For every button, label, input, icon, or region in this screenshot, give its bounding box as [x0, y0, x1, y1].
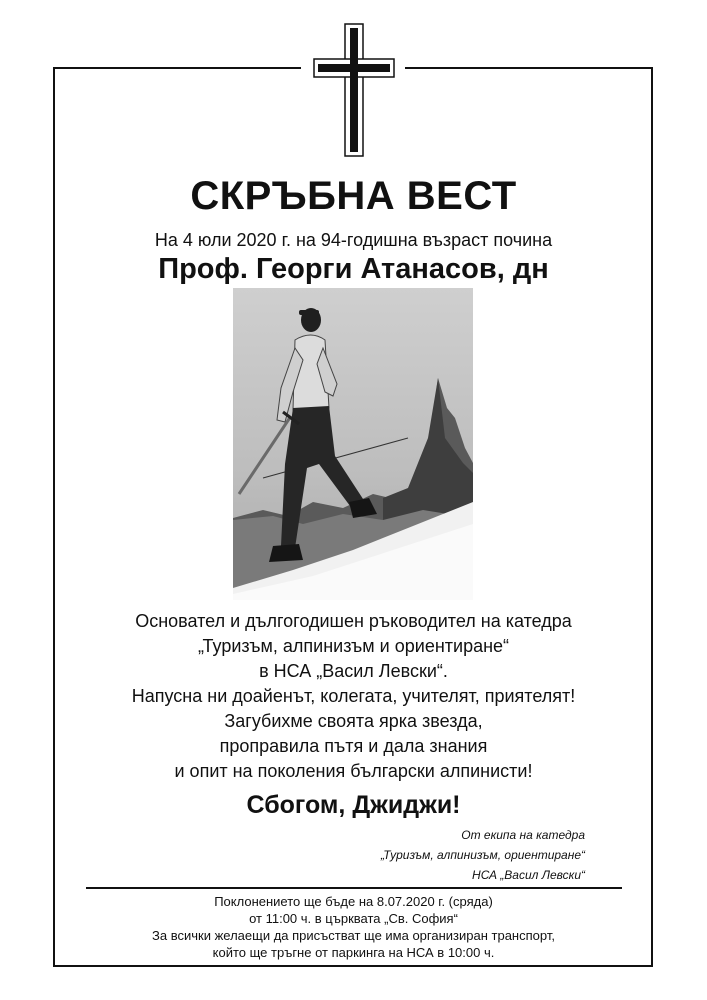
signature-line: От екипа на катедра [461, 828, 585, 842]
divider-line [86, 887, 622, 889]
footer-line: който ще тръгне от паркинга на НСА в 10:00 ч. [212, 945, 495, 960]
page-title: СКРЪБНА ВЕСТ [190, 174, 517, 218]
body-text [0, 609, 707, 784]
announcement-line: На 4 юли 2020 г. на 94-годишна възраст почина [154, 230, 553, 250]
signature-line: НСА „Васил Левски“ [472, 868, 585, 882]
body-line: „Туризъм, алпинизъм и ориентиране“ [197, 636, 510, 656]
signature-line: „Туризъм, алпинизъм, ориентиране“ [380, 848, 585, 862]
farewell-heading: Сбогом, Джиджи! [246, 791, 461, 819]
footer-line: Поклонението ще бъде на 8.07.2020 г. (сряда) [214, 894, 493, 909]
cross-icon [313, 23, 395, 157]
footer-line: от 11:00 ч. в църквата „Св. София“ [249, 911, 458, 926]
body-line: Напусна ни доайенът, колегата, учителят, приятелят! [131, 686, 576, 706]
ceremony-info [0, 893, 707, 961]
body-line: проправила пътя и дала знания [219, 736, 488, 756]
deceased-name: Проф. Георги Атанасов, дн [158, 253, 549, 285]
signature-block [381, 825, 585, 885]
body-line: Загубихме своята ярка звезда, [224, 711, 483, 731]
footer-line: За всички желаещи да присъстват ще има организиран транспорт, [152, 928, 555, 943]
body-line: в НСА „Васил Левски“. [259, 661, 448, 681]
body-line: и опит на поколения български алпинисти! [174, 761, 533, 781]
portrait-photo [233, 288, 473, 600]
body-line: Основател и дългогодишен ръководител на катедра [135, 611, 572, 631]
